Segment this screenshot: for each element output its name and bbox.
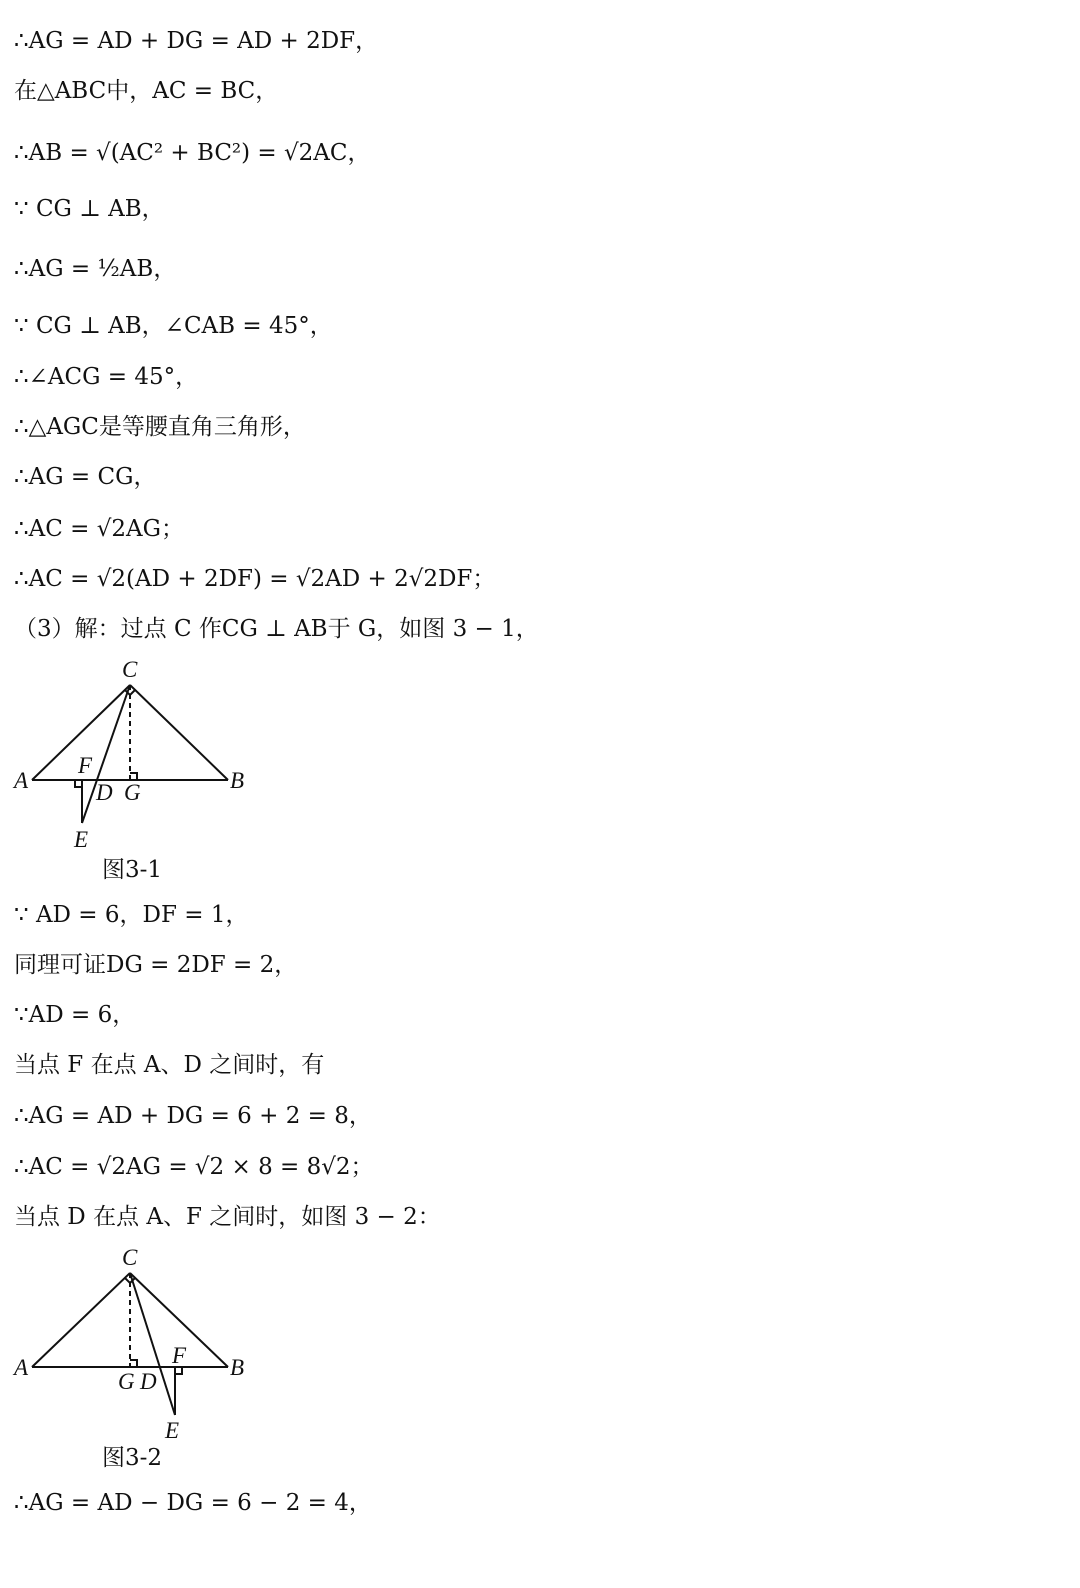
- text-line-14: 同理可证DG = 2DF = 2，: [14, 952, 298, 978]
- right-angle-mark-g: [130, 1360, 137, 1367]
- text-line-19: 当点 D 在点 A、F 之间时，如图 3 − 2：: [14, 1204, 441, 1230]
- text-line-7: ∴∠ACG = 45°，: [14, 364, 199, 390]
- text-line-9: ∴AG = CG，: [14, 464, 157, 490]
- text-line-13: ∵ AD = 6，DF = 1，: [14, 902, 249, 928]
- label-f: F: [78, 753, 93, 778]
- right-angle-mark-g: [130, 773, 137, 780]
- text-line-20: ∴AG = AD − DG = 6 − 2 = 4，: [14, 1490, 372, 1516]
- right-angle-mark-f: [75, 780, 82, 787]
- label-b: B: [230, 1355, 245, 1380]
- figure-3-2: [10, 1243, 270, 1443]
- label-g: G: [118, 1369, 135, 1394]
- text-line-11: ∴AC = √2(AD + 2DF) = √2AD + 2√2DF；: [14, 566, 496, 592]
- text-line-2: 在△ABC中，AC = BC，: [14, 78, 279, 104]
- right-angle-mark-f: [175, 1367, 182, 1374]
- label-c: C: [122, 657, 138, 682]
- label-e: E: [74, 827, 89, 850]
- figure-3-1: [10, 655, 270, 850]
- figure-3-2-caption: 图3-2: [102, 1445, 163, 1471]
- text-line-10: ∴AC = √2AG；: [14, 516, 185, 542]
- figure-3-1-caption: 图3-1: [102, 857, 163, 883]
- text-line-6: ∵ CG ⊥ AB，∠CAB = 45°，: [14, 313, 333, 339]
- text-line-3: ∴AB = √(AC² + BC²) = √2AC，: [14, 140, 371, 166]
- segment-ac: [32, 1273, 130, 1367]
- text-line-15: ∵AD = 6，: [14, 1002, 136, 1028]
- text-line-16: 当点 F 在点 A、D 之间时，有: [14, 1052, 325, 1078]
- text-line-5: ∴AG = ½AB，: [14, 256, 177, 282]
- label-d: D: [140, 1369, 157, 1394]
- label-e: E: [165, 1418, 180, 1443]
- label-c: C: [122, 1245, 138, 1270]
- text-line-4: ∵ CG ⊥ AB，: [14, 196, 165, 222]
- label-g: G: [124, 780, 141, 805]
- label-d: D: [96, 780, 113, 805]
- text-line-17: ∴AG = AD + DG = 6 + 2 = 8，: [14, 1103, 372, 1129]
- segment-bc: [130, 685, 228, 780]
- text-line-12: （3）解：过点 C 作CG ⊥ AB于 G，如图 3 − 1，: [14, 616, 539, 642]
- text-line-8: ∴△AGC是等腰直角三角形，: [14, 414, 306, 440]
- label-a: A: [14, 768, 29, 793]
- label-b: B: [230, 768, 245, 793]
- text-line-18: ∴AC = √2AG = √2 × 8 = 8√2；: [14, 1154, 374, 1180]
- label-a: A: [14, 1355, 29, 1380]
- label-f: F: [172, 1343, 187, 1368]
- text-line-1: ∴AG = AD + DG = AD + 2DF，: [14, 28, 379, 54]
